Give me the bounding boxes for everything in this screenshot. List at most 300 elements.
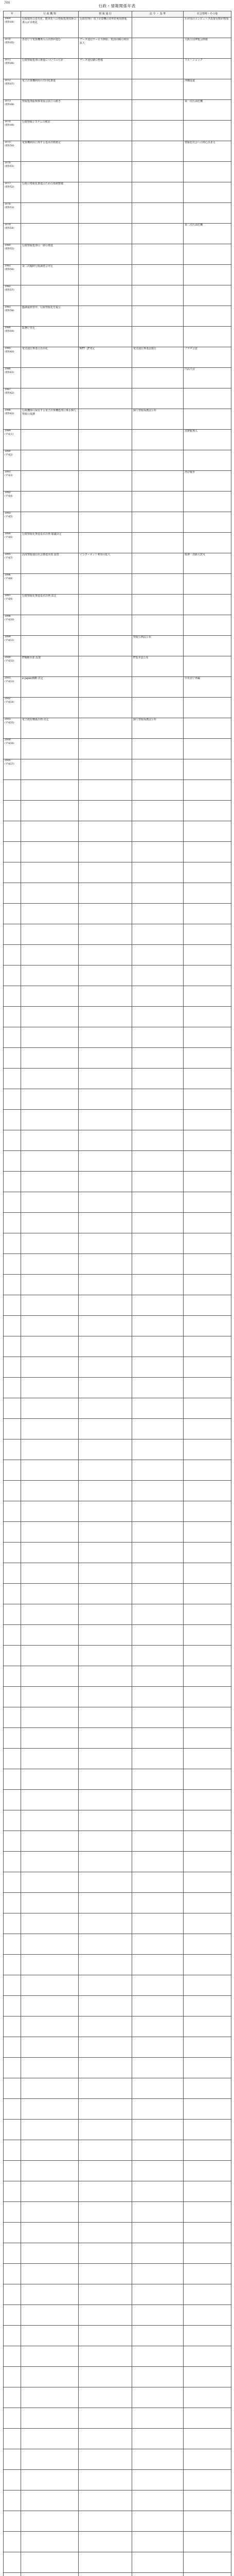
cell-society	[184, 1501, 231, 1522]
cell-society	[184, 1584, 231, 1604]
cell-government	[21, 821, 79, 842]
cell-laws: 情報公開法公布	[132, 636, 184, 656]
cell-government	[21, 965, 79, 986]
cell-society	[184, 512, 231, 533]
cell-government: 電子政府構築計画 決定	[21, 718, 79, 739]
cell-laws	[132, 1687, 184, 1707]
cell-laws	[132, 1522, 184, 1543]
cell-society: 中央省庁再編	[184, 677, 231, 698]
table-row	[4, 718, 231, 739]
cell-communication	[79, 2326, 132, 2346]
cell-communication	[79, 1295, 132, 1316]
cell-laws	[132, 1872, 184, 1893]
cell-government	[21, 1151, 79, 1172]
table-row	[4, 2181, 231, 2202]
cell-year	[4, 1625, 21, 1646]
table-row	[4, 492, 231, 512]
cell-year	[4, 2511, 21, 2532]
cell-year	[4, 1460, 21, 1481]
cell-year	[4, 2387, 21, 2408]
cell-laws	[132, 924, 184, 945]
cell-year: 1972 (昭和47)	[4, 79, 21, 100]
cell-government	[21, 2429, 79, 2449]
cell-laws	[132, 224, 184, 244]
table-row	[4, 821, 231, 842]
cell-year: 1998 (平成10)	[4, 615, 21, 636]
cell-society	[184, 1295, 231, 1316]
cell-laws	[132, 2202, 184, 2223]
table-row	[4, 1419, 231, 1439]
cell-laws	[132, 2470, 184, 2490]
cell-year	[4, 1275, 21, 1295]
cell-year: 1989 (平成元)	[4, 430, 21, 450]
cell-laws	[132, 1728, 184, 1749]
cell-communication	[79, 1934, 132, 1955]
cell-communication	[79, 2429, 132, 2449]
table-row	[4, 1749, 231, 1769]
cell-laws	[132, 1666, 184, 1687]
cell-communication	[79, 2120, 132, 2140]
cell-government	[21, 1481, 79, 1501]
cell-laws	[132, 862, 184, 883]
cell-year: 1995 (平成7)	[4, 553, 21, 574]
cell-year	[4, 821, 21, 842]
table-row	[4, 1213, 231, 1233]
cell-government	[21, 2511, 79, 2532]
cell-laws	[132, 162, 184, 182]
cell-society	[184, 2058, 231, 2078]
table-row	[4, 18, 231, 38]
table-row	[4, 1810, 231, 1831]
cell-communication	[79, 2037, 132, 2058]
cell-society	[184, 492, 231, 512]
cell-government	[21, 2016, 79, 2037]
cell-year	[4, 1810, 21, 1831]
cell-communication	[79, 1027, 132, 1048]
table-row	[4, 388, 231, 409]
cell-year: 1981 (昭和56)	[4, 265, 21, 285]
cell-society	[184, 1543, 231, 1563]
cell-government	[21, 1893, 79, 1913]
table-row	[4, 2140, 231, 2161]
cell-government	[21, 1666, 79, 1687]
cell-laws	[132, 471, 184, 492]
cell-communication	[79, 2532, 132, 2552]
table-row	[4, 1934, 231, 1955]
cell-laws	[132, 1254, 184, 1275]
cell-year	[4, 1316, 21, 1336]
cell-laws	[132, 677, 184, 698]
cell-government	[21, 1872, 79, 1893]
cell-year: 1994 (平成6)	[4, 533, 21, 553]
cell-year	[4, 2490, 21, 2511]
table-row	[4, 1254, 231, 1275]
table-row	[4, 1460, 231, 1481]
cell-laws	[132, 2387, 184, 2408]
cell-society: 消費税導入	[184, 430, 231, 450]
cell-society	[184, 924, 231, 945]
cell-year	[4, 1378, 21, 1398]
cell-government	[21, 2573, 79, 2576]
cell-laws	[132, 2264, 184, 2284]
cell-society	[184, 1872, 231, 1893]
cell-government: IT戦略本部 設置	[21, 656, 79, 677]
cell-laws	[132, 1852, 184, 1872]
cell-government	[21, 986, 79, 1007]
cell-laws: 個人情報保護法公布	[132, 409, 184, 430]
cell-communication	[79, 574, 132, 595]
table-row	[4, 780, 231, 801]
cell-laws	[132, 1975, 184, 1996]
cell-year	[4, 1543, 21, 1563]
cell-communication	[79, 1316, 132, 1336]
cell-communication	[79, 615, 132, 636]
table-row	[4, 2387, 231, 2408]
cell-communication	[79, 2511, 132, 2532]
table-row	[4, 2470, 231, 2490]
cell-communication	[79, 224, 132, 244]
cell-society	[184, 636, 231, 656]
cell-year	[4, 2552, 21, 2573]
table-row	[4, 1048, 231, 1069]
table-row	[4, 244, 231, 265]
cell-year: 2005 (平成17)	[4, 759, 21, 780]
cell-year: 1980 (昭和55)	[4, 244, 21, 265]
cell-society	[184, 862, 231, 883]
cell-communication	[79, 656, 132, 677]
cell-year	[4, 1336, 21, 1357]
cell-year	[4, 1419, 21, 1439]
cell-government: 各省庁で電算機導入の計画が進む	[21, 38, 79, 59]
table-row	[4, 1893, 231, 1913]
cell-society	[184, 595, 231, 615]
cell-communication	[79, 1110, 132, 1130]
cell-laws	[132, 368, 184, 388]
cell-government	[21, 2449, 79, 2470]
cell-laws	[132, 2367, 184, 2387]
cell-government	[21, 1233, 79, 1254]
cell-year: 1971 (昭和46)	[4, 59, 21, 79]
cell-year: 1982 (昭和57)	[4, 285, 21, 306]
cell-society	[184, 2284, 231, 2305]
table-row	[4, 2573, 231, 2576]
cell-year	[4, 1192, 21, 1213]
table-row	[4, 1151, 231, 1172]
cell-laws	[132, 1027, 184, 1048]
cell-laws	[132, 450, 184, 471]
cell-government: 行政情報化推進基本計画 改定	[21, 595, 79, 615]
cell-laws	[132, 698, 184, 718]
cell-government	[21, 2161, 79, 2181]
table-row	[4, 1233, 231, 1254]
cell-laws	[132, 2140, 184, 2161]
cell-laws	[132, 1831, 184, 1852]
cell-society	[184, 2429, 231, 2449]
table-row	[4, 2511, 231, 2532]
cell-society	[184, 1110, 231, 1130]
cell-government	[21, 2346, 79, 2367]
cell-society	[184, 2326, 231, 2346]
cell-year: 1979 (昭和54)	[4, 224, 21, 244]
cell-laws	[132, 141, 184, 162]
cell-laws	[132, 1213, 184, 1233]
cell-communication	[79, 121, 132, 141]
cell-communication	[79, 986, 132, 1007]
cell-year	[4, 842, 21, 862]
cell-communication	[79, 368, 132, 388]
cell-government: 電算機利用に関する基本計画策定	[21, 141, 79, 162]
cell-year	[4, 1295, 21, 1316]
table-row	[4, 739, 231, 759]
table-row	[4, 1336, 231, 1357]
table-row	[4, 1130, 231, 1151]
cell-government	[21, 1913, 79, 1934]
cell-government	[21, 1769, 79, 1790]
cell-society	[184, 1522, 231, 1543]
cell-year: 1996 (平成8)	[4, 574, 21, 595]
table-row	[4, 2016, 231, 2037]
cell-government	[21, 2243, 79, 2264]
cell-year	[4, 1872, 21, 1893]
table-row	[4, 1831, 231, 1852]
cell-society	[184, 182, 231, 203]
cell-society	[184, 409, 231, 430]
cell-society	[184, 327, 231, 347]
cell-society	[184, 1893, 231, 1913]
cell-laws	[132, 2016, 184, 2037]
cell-year	[4, 1439, 21, 1460]
cell-government: 行政運営の近代化、能率化への情報処理技術の導入が本格化	[21, 18, 79, 38]
column-header-communication: 情 報 通 信	[79, 11, 132, 18]
table-row	[4, 2099, 231, 2120]
cell-year: 2002 (平成14)	[4, 698, 21, 718]
cell-laws	[132, 285, 184, 306]
cell-year: 2003 (平成15)	[4, 718, 21, 739]
cell-communication	[79, 1275, 132, 1295]
cell-communication	[79, 2387, 132, 2408]
cell-society	[184, 1398, 231, 1419]
cell-year: 1973 (昭和48)	[4, 100, 21, 121]
cell-government: 行政情報システムの検討	[21, 121, 79, 141]
cell-government	[21, 2140, 79, 2161]
cell-government	[21, 1625, 79, 1646]
cell-year	[4, 1831, 21, 1852]
cell-year	[4, 1481, 21, 1501]
table-row	[4, 904, 231, 924]
cell-year	[4, 2305, 21, 2326]
cell-laws	[132, 1749, 184, 1769]
cell-laws	[132, 1707, 184, 1728]
cell-government	[21, 1172, 79, 1192]
cell-society	[184, 1481, 231, 1501]
cell-government	[21, 945, 79, 965]
cell-communication	[79, 533, 132, 553]
cell-laws	[132, 18, 184, 38]
table-row	[4, 1069, 231, 1089]
cell-society	[184, 1089, 231, 1110]
cell-laws	[132, 1996, 184, 2016]
cell-communication	[79, 2078, 132, 2099]
cell-year	[4, 1646, 21, 1666]
cell-communication	[79, 162, 132, 182]
cell-communication	[79, 471, 132, 492]
cell-society	[184, 1646, 231, 1666]
cell-government	[21, 430, 79, 450]
cell-laws	[132, 2099, 184, 2120]
cell-laws	[132, 1893, 184, 1913]
cell-society	[184, 718, 231, 739]
cell-communication	[79, 1357, 132, 1378]
cell-government: 第二次臨時行政調査会発足	[21, 265, 79, 285]
cell-communication: NTT・JT発足	[79, 347, 132, 368]
cell-communication	[79, 945, 132, 965]
column-header-society: 社会情勢・その他	[184, 11, 231, 18]
cell-government	[21, 1646, 79, 1666]
cell-society: プラザ合意	[184, 347, 231, 368]
cell-communication	[79, 1790, 132, 1810]
cell-society	[184, 842, 231, 862]
cell-laws	[132, 2037, 184, 2058]
cell-laws	[132, 1378, 184, 1398]
cell-laws	[132, 2058, 184, 2078]
cell-year	[4, 2037, 21, 2058]
cell-year	[4, 1501, 21, 1522]
table-row	[4, 347, 231, 368]
table-row	[4, 2552, 231, 2573]
table-row	[4, 121, 231, 141]
cell-society: ドル・ショック	[184, 59, 231, 79]
cell-year	[4, 1975, 21, 1996]
table-row	[4, 2367, 231, 2387]
cell-government	[21, 1563, 79, 1584]
table-row	[4, 986, 231, 1007]
cell-year	[4, 1110, 21, 1130]
cell-laws	[132, 1543, 184, 1563]
cell-government	[21, 1419, 79, 1439]
cell-government: 行政の情報化推進のための体制整備	[21, 182, 79, 203]
cell-society	[184, 965, 231, 986]
table-row	[4, 512, 231, 533]
cell-laws	[132, 2284, 184, 2305]
cell-government	[21, 1130, 79, 1151]
cell-laws	[132, 1439, 184, 1460]
cell-society	[184, 759, 231, 780]
cell-society	[184, 801, 231, 821]
cell-government	[21, 1934, 79, 1955]
cell-society	[184, 780, 231, 801]
table-row	[4, 2120, 231, 2140]
cell-communication	[79, 904, 132, 924]
cell-laws	[132, 842, 184, 862]
table-row	[4, 2429, 231, 2449]
cell-year	[4, 1213, 21, 1233]
cell-society	[184, 2078, 231, 2099]
cell-communication	[79, 2140, 132, 2161]
cell-society	[184, 2552, 231, 2573]
cell-laws	[132, 1604, 184, 1625]
cell-year	[4, 1584, 21, 1604]
cell-laws	[132, 883, 184, 904]
cell-year	[4, 2367, 21, 2387]
table-row	[4, 1295, 231, 1316]
cell-society: 情報化社会への関心高まる	[184, 141, 231, 162]
cell-communication	[79, 388, 132, 409]
cell-laws	[132, 2326, 184, 2346]
cell-year	[4, 2573, 21, 2576]
cell-communication: データ通信サービス開始、電話回線の利用拡大	[79, 38, 132, 59]
cell-government	[21, 1089, 79, 1110]
cell-laws	[132, 430, 184, 450]
cell-society	[184, 121, 231, 141]
cell-laws	[132, 1275, 184, 1295]
cell-year	[4, 1254, 21, 1275]
table-row	[4, 1275, 231, 1295]
cell-society	[184, 2099, 231, 2120]
cell-communication	[79, 1810, 132, 1831]
table-row	[4, 1707, 231, 1728]
cell-government	[21, 1728, 79, 1749]
cell-government	[21, 1543, 79, 1563]
cell-communication	[79, 512, 132, 533]
cell-communication	[79, 780, 132, 801]
table-row	[4, 2284, 231, 2305]
cell-laws	[132, 553, 184, 574]
cell-laws	[132, 203, 184, 224]
cell-communication	[79, 2305, 132, 2326]
cell-communication	[79, 1419, 132, 1439]
cell-society	[184, 1213, 231, 1233]
cell-communication	[79, 1151, 132, 1172]
cell-communication	[79, 2181, 132, 2202]
cell-year: 2000 (平成12)	[4, 656, 21, 677]
table-row	[4, 1378, 231, 1398]
cell-year	[4, 2532, 21, 2552]
table-row	[4, 1522, 231, 1543]
cell-society: 湾岸戦争	[184, 471, 231, 492]
cell-government	[21, 368, 79, 388]
cell-year	[4, 1233, 21, 1254]
table-row	[4, 656, 231, 677]
cell-communication	[79, 2016, 132, 2037]
cell-society	[184, 986, 231, 1007]
cell-government	[21, 2181, 79, 2202]
cell-year	[4, 1749, 21, 1769]
cell-year	[4, 2449, 21, 2470]
cell-society	[184, 2511, 231, 2532]
cell-communication	[79, 595, 132, 615]
cell-government: 情報処理振興事業協会設立の動き	[21, 100, 79, 121]
cell-year	[4, 1996, 21, 2016]
cell-government	[21, 450, 79, 471]
cell-year: 1986 (昭和61)	[4, 368, 21, 388]
cell-government	[21, 2284, 79, 2305]
cell-laws	[132, 821, 184, 842]
cell-communication	[79, 100, 132, 121]
table-row	[4, 2223, 231, 2243]
cell-year: 1976 (昭和51)	[4, 162, 21, 182]
cell-year	[4, 2202, 21, 2223]
cell-communication	[79, 1584, 132, 1604]
cell-government	[21, 2058, 79, 2078]
cell-year	[4, 1027, 21, 1048]
cell-government	[21, 1501, 79, 1522]
cell-society	[184, 2367, 231, 2387]
cell-communication	[79, 883, 132, 904]
table-row	[4, 698, 231, 718]
cell-government	[21, 2326, 79, 2346]
cell-government	[21, 739, 79, 759]
cell-laws	[132, 986, 184, 1007]
